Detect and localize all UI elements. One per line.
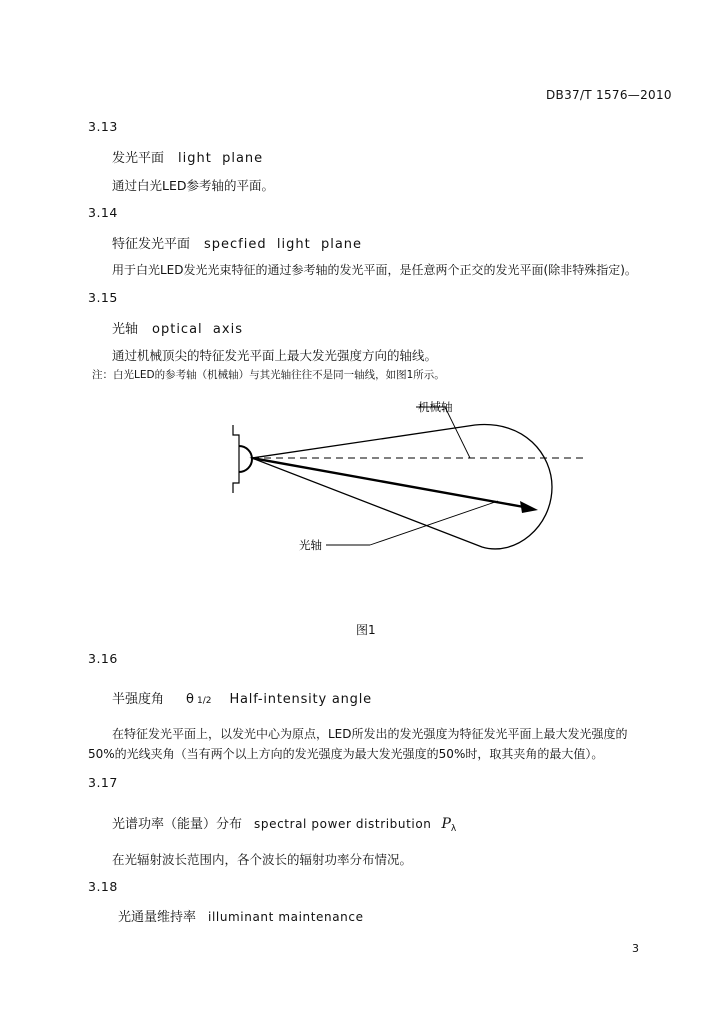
term-heading-3-14	[112, 233, 362, 252]
term-heading-3-17	[112, 813, 456, 834]
optical-axis-arrow	[252, 458, 524, 507]
page-number: 3	[632, 942, 639, 955]
mechanical-axis-label: 机械轴	[418, 400, 453, 414]
led-base-icon	[233, 425, 239, 493]
note-3-15: 注：白光LED的参考轴（机械轴）与其光轴往往不是同一轴线，如图1所示。	[92, 369, 445, 381]
definition-3-16-line2: 50%的光线夹角（当有两个以上方向的发光强度为最大发光强度的50%时，取其夹角的最大值）。	[88, 747, 604, 761]
section-number-3-15: 3.15	[88, 290, 118, 305]
arrow-head-icon	[520, 501, 538, 513]
definition-3-14: 用于白光LED发光光束特征的通过参考轴的发光平面，是任意两个正交的发光平面(除非特殊指定)。	[112, 263, 637, 277]
term-heading-3-16	[112, 688, 372, 707]
symbol-theta: θ	[186, 692, 194, 707]
led-dome-icon	[239, 446, 252, 472]
term-cn: 光通量维持率	[118, 910, 197, 925]
section-number-3-14: 3.14	[88, 205, 118, 220]
symbol-subscript: λ	[450, 824, 457, 834]
term-heading-3-15	[112, 318, 243, 337]
symbol-p: P	[441, 816, 451, 832]
term-cn: 光轴	[112, 322, 139, 337]
optical-axis-label: 光轴	[299, 538, 322, 552]
term-en: light plane	[178, 151, 264, 166]
mechanical-axis-leader	[445, 407, 470, 458]
term-cn: 特征发光平面	[112, 237, 191, 252]
term-cn: 发光平面	[112, 151, 165, 166]
symbol-subscript: 1/2	[196, 696, 212, 706]
section-number-3-17: 3.17	[88, 775, 118, 790]
term-en: Half-intensity angle	[229, 692, 372, 707]
term-en: spectral power distribution	[254, 817, 432, 831]
term-cn: 光谱功率（能量）分布	[112, 817, 243, 832]
section-number-3-13: 3.13	[88, 119, 118, 134]
term-cn: 半强度角	[112, 692, 165, 707]
intensity-lobe	[252, 425, 552, 549]
definition-3-15: 通过机械顶尖的特征发光平面上最大发光强度方向的轴线。	[112, 348, 438, 363]
term-en: illuminant maintenance	[208, 910, 364, 924]
document-code: DB37/T 1576—2010	[546, 88, 672, 102]
term-en: specfied light plane	[204, 237, 363, 252]
definition-3-17: 在光辐射波长范围内，各个波长的辐射功率分布情况。	[112, 852, 413, 867]
term-heading-3-18	[118, 906, 364, 925]
figure-1-diagram	[140, 395, 610, 615]
figure-caption: 图1	[356, 623, 376, 637]
term-en: optical axis	[152, 322, 243, 337]
optical-axis-leader	[370, 501, 498, 545]
section-number-3-18: 3.18	[88, 879, 118, 894]
definition-3-16-line1: 在特征发光平面上，以发光中心为原点，LED所发出的发光强度为特征发光平面上最大发光强度的	[112, 727, 628, 741]
term-heading-3-13	[112, 147, 263, 166]
section-number-3-16: 3.16	[88, 651, 118, 666]
definition-3-13: 通过白光LED参考轴的平面。	[112, 178, 274, 193]
